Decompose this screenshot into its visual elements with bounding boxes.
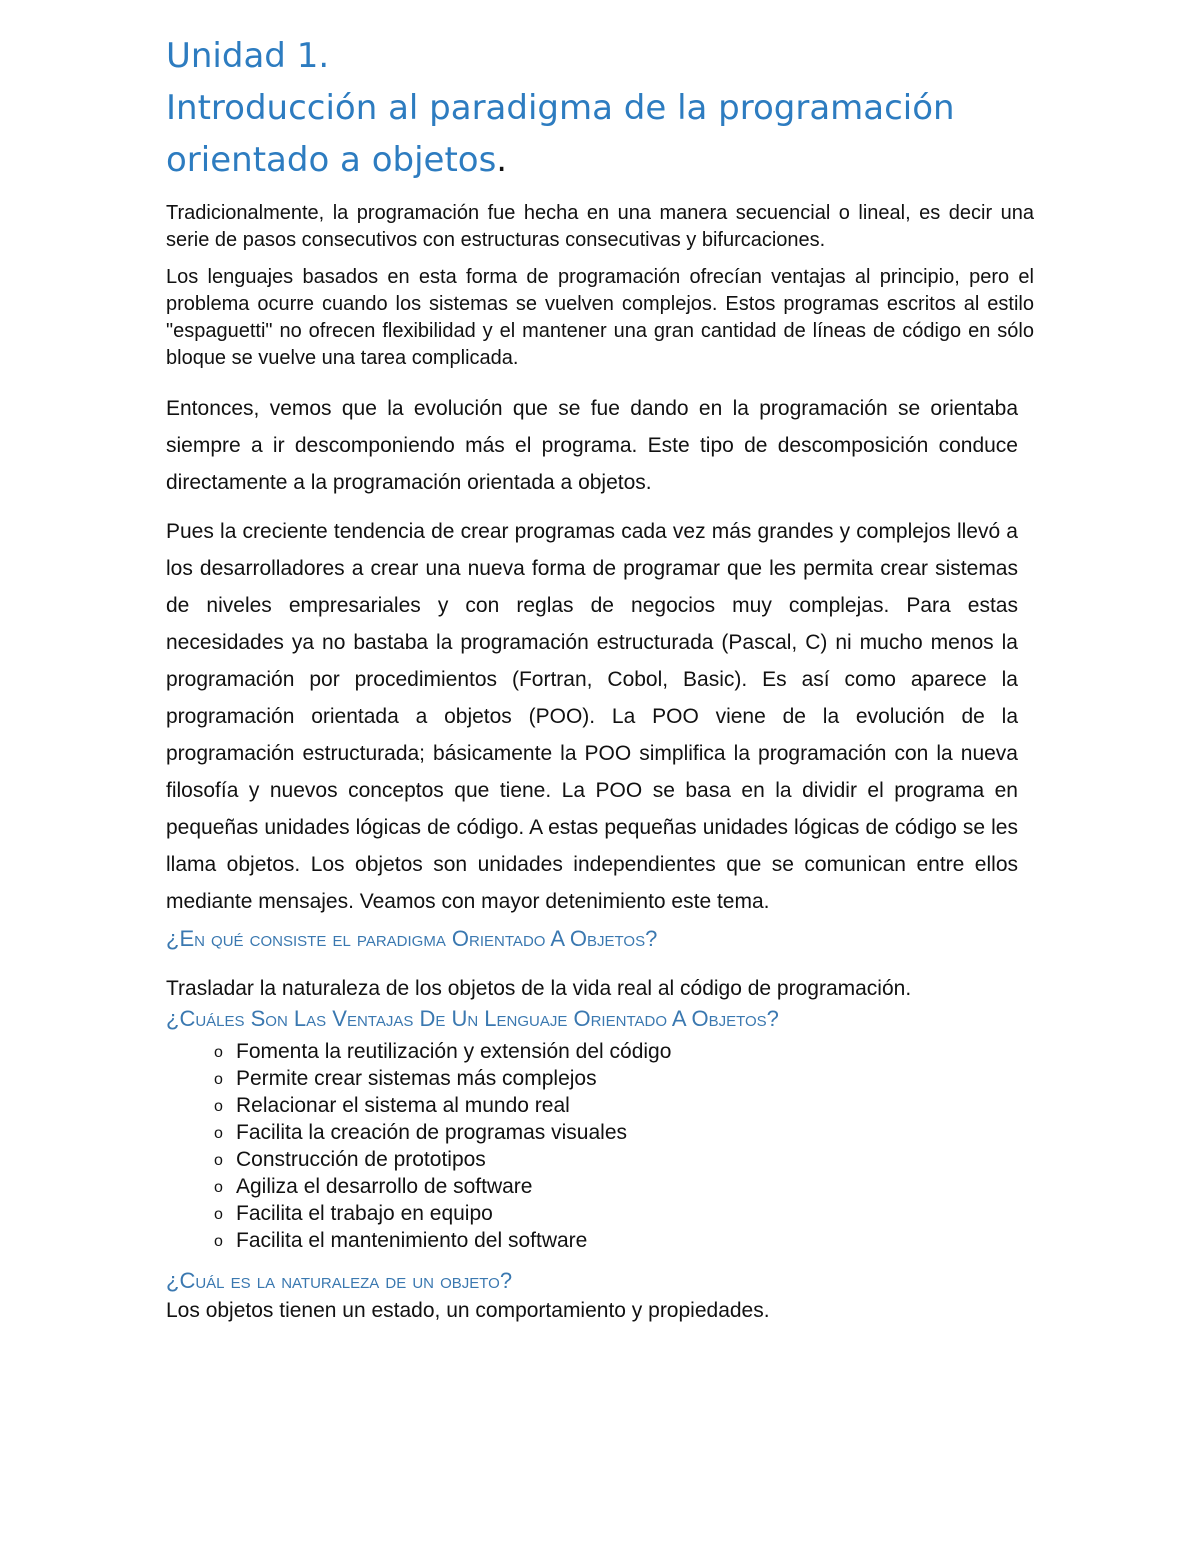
bullet-marker: o [214, 1233, 223, 1250]
main-title-period: . [496, 140, 508, 180]
bullet-marker: o [214, 1179, 223, 1196]
list-item [214, 1146, 1034, 1173]
bullet-marker: o [214, 1098, 223, 1115]
list-item-text: Agiliza el desarrollo de software [236, 1175, 533, 1198]
advantages-list [166, 1038, 1034, 1254]
list-item [214, 1038, 1034, 1065]
list-item-text: Permite crear sistemas más complejos [236, 1067, 597, 1090]
list-item-text: Facilita el trabajo en equipo [236, 1202, 493, 1225]
list-item-text: Construcción de prototipos [236, 1148, 486, 1171]
section-text-paradigma: Trasladar la naturaleza de los objetos de la vida real al código de programación. [166, 977, 912, 1000]
list-item-text: Relacionar el sistema al mundo real [236, 1094, 570, 1117]
list-item-text: Facilita el mantenimiento del software [236, 1229, 588, 1252]
bullet-marker: o [214, 1044, 223, 1061]
paragraph-lenguajes: Los lenguajes basados en esta forma de programación ofrecían ventajas al principio, pero el problema ocurre cuando los sistemas se vuelven complejos. Estos programas escritos al estilo "espaguetti" no ofrecen flexibilidad y el mantener una gran cantidad de líneas de código en sólo bloque se vuelve una tarea complicada. [166, 266, 1034, 369]
list-item [214, 1227, 1034, 1254]
paragraph-tradicionalmente: Tradicionalmente, la programación fue hecha en una manera secuencial o lineal, es decir una serie de pasos consecutivos con estructuras consecutivas y bifurcaciones. [166, 202, 1034, 251]
bullet-marker: o [214, 1071, 223, 1088]
list-item [214, 1173, 1034, 1200]
main-title [166, 82, 1034, 186]
unit-title: Unidad 1. [166, 36, 330, 76]
list-item [214, 1119, 1034, 1146]
list-item [214, 1065, 1034, 1092]
section-heading-naturaleza: ¿Cuál es la naturaleza de un objeto? [166, 1268, 513, 1293]
list-item-text: Fomenta la reutilización y extensión del código [236, 1040, 672, 1063]
section-heading-paradigma: ¿En qué consiste el paradigma Orientado A Objetos? [166, 926, 658, 951]
paragraph-entonces: Entonces, vemos que la evolución que se fue dando en la programación se orientaba siempre a ir descomponiendo más el programa. Este tipo de descomposición conduce directamente a la programación orientada a objetos. [166, 397, 1018, 494]
list-item [214, 1092, 1034, 1119]
bullet-marker: o [214, 1206, 223, 1223]
bullet-marker: o [214, 1152, 223, 1169]
document-page [166, 30, 1034, 1326]
main-title-text: Introducción al paradigma de la programación orientado a objetos [166, 88, 955, 180]
list-item-text: Facilita la creación de programas visuales [236, 1121, 628, 1144]
paragraph-pues: Pues la creciente tendencia de crear programas cada vez más grandes y complejos llevó a los desarrolladores a crear una nueva forma de programar que les permita crear sistemas de niveles empresariales y con reglas de negocios muy complejas. Para estas necesidades ya no bastaba la programación estructurada (Pascal, C) ni mucho menos la programación por procedimientos (Fortran, Cobol, Basic). Es así como aparece la programación orientada a objetos (POO). La POO viene de la evolución de la programación estructurada; básicamente la POO simplifica la programación con la nueva filosofía y nuevos conceptos que tiene. La POO se basa en la dividir el programa en pequeñas unidades lógicas de código. A estas pequeñas unidades lógicas de código se les llama objetos. Los objetos son unidades independientes que se comunican entre ellos mediante mensajes. Veamos con mayor detenimiento este tema. [166, 520, 1018, 913]
list-item [214, 1200, 1034, 1227]
section-heading-ventajas: ¿Cuáles Son Las Ventajas De Un Lenguaje Orientado A Objetos? [166, 1006, 779, 1031]
section-text-naturaleza: Los objetos tienen un estado, un comportamiento y propiedades. [166, 1299, 770, 1322]
bullet-marker: o [214, 1125, 223, 1142]
